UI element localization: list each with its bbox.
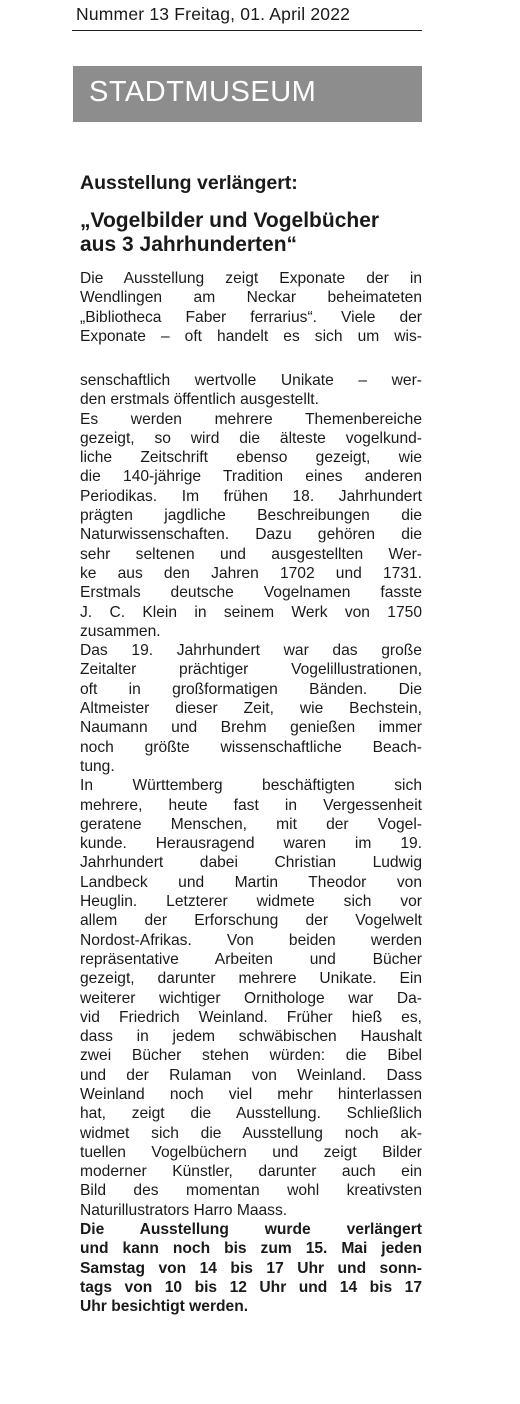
closing-line: Uhr besichtigt werden. — [80, 1298, 249, 1316]
text-line: Jahrhundert dabei Christian Ludwig — [80, 854, 422, 872]
text-line: Naturillustrators Harro Maass. — [80, 1201, 288, 1219]
section-banner — [73, 66, 422, 122]
text-line: In Württemberg beschäftigten sich — [80, 777, 422, 795]
text-line: repräsentative Arbeiten und Bücher — [80, 950, 422, 968]
text-line: Bild des momentan wohl kreativsten — [80, 1182, 422, 1200]
article-body-main — [80, 371, 422, 1317]
text-line: Exponate – oft handelt es sich um wis- — [80, 327, 422, 345]
header-rule — [72, 30, 422, 31]
text-line: Periodikas. Im frühen 18. Jahrhundert — [80, 487, 422, 505]
text-line: Erstmals deutsche Vogelnamen fasste — [80, 584, 422, 602]
text-line: noch größte wissenschaftliche Beach- — [80, 738, 422, 756]
text-line: tuellen Vogelbüchern und zeigt Bilder — [80, 1143, 422, 1161]
text-line: prägten jagdliche Beschreibungen die — [80, 507, 422, 525]
text-line: gezeigt, darunter mehrere Unikate. Ein — [80, 970, 422, 988]
text-line: hat, zeigt die Ausstellung. Schließlich — [80, 1105, 422, 1123]
text-line: tung. — [80, 757, 115, 775]
text-line: Altmeister dieser Zeit, wie Bechstein, — [80, 700, 422, 718]
text-line: „Bibliotheca Faber ferrarius“. Viele der — [80, 308, 422, 326]
text-line: Nordost-Afrikas. Von beiden werden — [80, 931, 422, 949]
text-line: Das 19. Jahrhundert war das große — [80, 642, 422, 660]
text-line: ke aus den Jahren 1702 und 1731. — [80, 564, 422, 582]
closing-line: und kann noch bis zum 15. Mai jeden — [80, 1240, 422, 1258]
text-line: mehrere, heute fast in Vergessenheit — [80, 796, 422, 814]
text-line: und der Rulaman von Weinland. Dass — [80, 1066, 422, 1084]
text-line: senschaftlich wertvolle Unikate – wer- — [80, 372, 422, 389]
text-line: zwei Bücher stehen würden: die Bibel — [80, 1047, 422, 1065]
text-line: zusammen. — [80, 622, 161, 640]
headline-line: „Vogelbilder und Vogelbücher — [80, 209, 380, 232]
text-line: den erstmals öffentlich ausgestellt. — [80, 391, 319, 409]
text-line: sehr seltenen und ausgestellten Wer- — [80, 545, 422, 563]
text-line: Naturwissenschaften. Dazu gehören die — [80, 526, 422, 544]
closing-line: Samstag von 14 bis 17 Uhr und sonn- — [80, 1259, 422, 1277]
article-kicker: Ausstellung verlängert: — [80, 172, 298, 194]
text-line: allem der Erforschung der Vogelwelt — [80, 912, 422, 930]
text-line: Weinland noch viel mehr hinterlassen — [80, 1085, 422, 1103]
text-line: Naumann und Brehm genießen immer — [80, 719, 422, 737]
text-line: gezeigt, so wird die älteste vogelkund- — [80, 429, 422, 447]
article-headline — [80, 209, 425, 257]
text-line: moderner Künstler, darunter auch ein — [80, 1163, 422, 1181]
text-line: Heuglin. Letzterer widmete sich vor — [80, 893, 422, 911]
closing-line: Die Ausstellung wurde verlängert — [80, 1221, 422, 1239]
article-body-top — [80, 269, 422, 346]
text-line: geratene Menschen, mit der Vogel- — [80, 815, 422, 833]
section-title: STADTMUSEUM — [89, 76, 317, 108]
text-line: vid Friedrich Weinland. Früher hieß es, — [80, 1008, 422, 1026]
text-line: J. C. Klein in seinem Werk von 1750 — [80, 603, 422, 621]
text-line: dass in jedem schwäbischen Haushalt — [80, 1028, 422, 1046]
text-line: Wendlingen am Neckar beheimateten — [80, 289, 422, 307]
text-line: weiterer wichtiger Ornithologe war Da- — [80, 989, 422, 1007]
text-line: widmet sich die Ausstellung noch ak- — [80, 1124, 422, 1142]
text-line: oft in großformatigen Bänden. Die — [80, 680, 422, 698]
text-line: Zeitalter prächtiger Vogelillustrationen, — [80, 661, 422, 679]
text-line: Landbeck und Martin Theodor von — [80, 873, 422, 891]
text-line: Die Ausstellung zeigt Exponate der in — [80, 270, 422, 287]
closing-line: tags von 10 bis 12 Uhr und 14 bis 17 — [80, 1278, 422, 1296]
text-line: kunde. Herausragend waren im 19. — [80, 835, 422, 853]
text-line: Es werden mehrere Themenbereiche — [80, 410, 422, 428]
text-line: die 140-jährige Tradition eines anderen — [80, 468, 422, 486]
headline-line: aus 3 Jahrhunderten“ — [80, 233, 298, 256]
text-line: liche Zeitschrift ebenso gezeigt, wie — [80, 449, 422, 467]
issue-dateline: Nummer 13 Freitag, 01. April 2022 — [76, 4, 351, 24]
